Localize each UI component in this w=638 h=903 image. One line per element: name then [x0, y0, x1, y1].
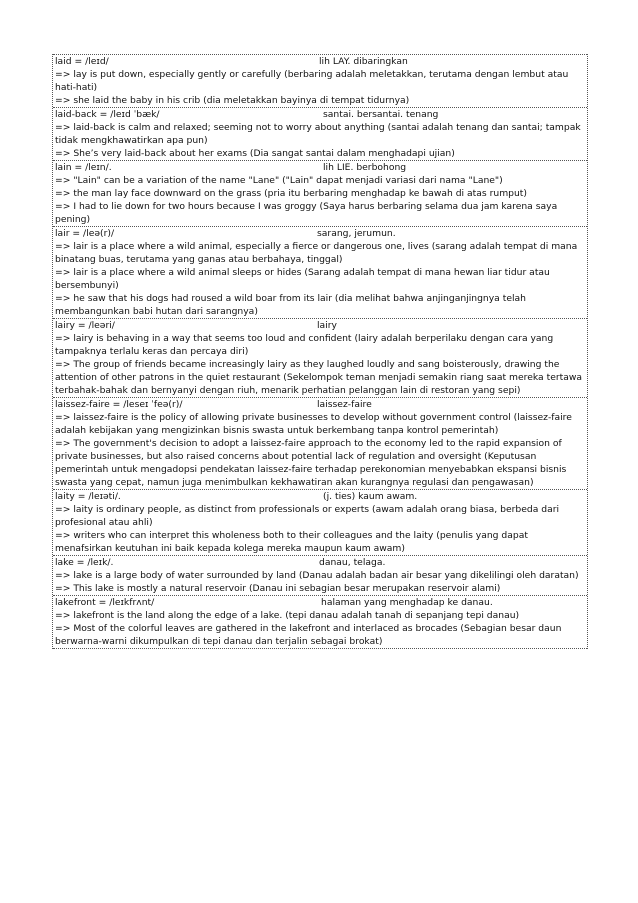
dictionary-entry — [53, 54, 587, 107]
entry-line: => laid-back is calm and relaxed; seeming not to worry about anything (santai adalah tenang dan santai; tampak tidak mengkhawatirkan apa pun) — [55, 122, 581, 146]
entry-gloss: halaman yang menghadap ke danau. — [321, 597, 493, 608]
entry-line: => lakefront is the land along the edge of a lake. (tepi danau adalah tanah di sepanjang tepi danau) — [55, 610, 520, 621]
entry-header — [55, 108, 585, 121]
entry-header — [55, 319, 585, 332]
dictionary-entry — [53, 595, 587, 649]
entry-line: => She’s very laid-back about her exams (Dia sangat santai dalam menghadapi ujian) — [55, 148, 455, 159]
dictionary-entry — [53, 318, 587, 397]
entry-line: => laissez-faire is the policy of allowing private businesses to develop without government control (laissez-faire adalah kebijakan yang mengizinkan bisnis swasta untuk berkembang tanpa kontrol pemerintah) — [55, 412, 572, 436]
dictionary-entry — [53, 160, 587, 226]
entry-header — [55, 227, 585, 240]
entry-term: lairy = /leəri/ — [55, 320, 115, 331]
entry-header — [55, 398, 585, 411]
entry-gloss: lih LIE. berbohong — [323, 162, 407, 173]
entry-term: laid = /leɪd/ — [55, 56, 109, 67]
entry-line: => lairy is behaving in a way that seems too loud and confident (lairy adalah berperilaku dengan cara yang tampaknya terlalu keras dan percaya diri) — [55, 333, 554, 357]
dictionary-entry — [53, 107, 587, 160]
entry-header — [55, 161, 585, 174]
entry-header — [55, 556, 585, 569]
entry-gloss: (j. ties) kaum awam. — [323, 491, 418, 502]
entry-line: => lake is a large body of water surrounded by land (Danau adalah badan air besar yang dikelilingi oleh daratan) — [55, 570, 579, 581]
entry-line: => laity is ordinary people, as distinct from professionals or experts (awam adalah orang biasa, berbeda dari profesional atau ahli) — [55, 504, 560, 528]
entry-line: => she laid the baby in his crib (dia meletakkan bayinya di tempat tidurnya) — [55, 95, 410, 106]
entry-gloss: sarang, jerumun. — [317, 228, 396, 239]
entry-gloss: santai. bersantai. tenang — [323, 109, 439, 120]
entry-term: lake = /leɪk/. — [55, 557, 114, 568]
entry-gloss: laissez-faire — [317, 399, 372, 410]
entry-line: => the man lay face downward on the grass (pria itu berbaring menghadap ke bawah di atas rumput) — [55, 188, 527, 199]
entry-term: laissez-faire = /leseɪ ˈfeə(r)/ — [55, 399, 183, 410]
entry-term: lain = /leɪn/. — [55, 162, 112, 173]
entry-line: => lair is a place where a wild animal, especially a fierce or dangerous one, lives (sarang adalah tempat di mana binatang buas, terutama yang ganas atau berbahaya, tinggal) — [55, 241, 578, 265]
entry-line: => lay is put down, especially gently or carefully (berbaring adalah meletakkan, terutama dengan lembut atau hati-hati) — [55, 69, 569, 93]
entry-line: => I had to lie down for two hours because I was groggy (Saya harus berbaring selama dua jam karena saya pening) — [55, 201, 558, 225]
entry-line: => writers who can interpret this wholeness both to their colleagues and the laity (penulis yang dapat menafsirkan keutuhan ini baik kepada kolega mereka maupun kaum awam) — [55, 530, 528, 554]
dictionary-entry — [53, 226, 587, 318]
entry-term: lair = /leə(r)/ — [55, 228, 115, 239]
entry-gloss: lih LAY. dibaringkan — [319, 56, 408, 67]
entry-line: => The government's decision to adopt a laissez-faire approach to the economy led to the rapid expansion of private businesses, but also raised concerns about potential lack of regulation and oversight (Keputusan pemerintah untuk mengadopsi pendekatan laissez-faire terhadap perekonomian menyebabkan ekspansi bisnis swasta yang cepat, namun juga menimbulkan kekhawatiran akan kurangnya regulasi dan pengawasan) — [55, 438, 567, 488]
dictionary-entry — [53, 555, 587, 595]
dictionary-entry — [53, 397, 587, 489]
entry-line: => he saw that his dogs had roused a wild boar from its lair (dia melihat bahwa anjinganjingnya telah membangunkan babi hutan dari sarangnya) — [55, 293, 526, 317]
entry-term: lakefront = /leɪkfrʌnt/ — [55, 597, 155, 608]
dictionary-page — [52, 54, 588, 649]
entry-line: => This lake is mostly a natural reservoir (Danau ini sebagian besar merupakan reservoir alami) — [55, 583, 501, 594]
entry-header — [55, 55, 585, 68]
entry-line: => "Lain" can be a variation of the name "Lane" ("Lain" dapat menjadi variasi dari nama "Lane") — [55, 175, 503, 186]
entry-line: => lair is a place where a wild animal sleeps or hides (Sarang adalah tempat di mana hewan liar tidur atau bersembunyi) — [55, 267, 550, 291]
entry-header — [55, 490, 585, 503]
entry-header — [55, 596, 585, 609]
entry-term: laity = /leɪəti/. — [55, 491, 121, 502]
entry-term: laid-back = /leɪd ˈbæk/ — [55, 109, 160, 120]
entry-gloss: danau, telaga. — [319, 557, 386, 568]
entry-gloss: lairy — [317, 320, 337, 331]
entry-line: => Most of the colorful leaves are gathered in the lakefront and interlaced as brocades (Sebagian besar daun berwarna-warni dikumpulkan di tepi danau dan terjalin sebagai brokat) — [55, 623, 562, 647]
entry-line: => The group of friends became increasingly lairy as they laughed loudly and sang boisterously, drawing the attention of other patrons in the quiet restaurant (Sekelompok teman menjadi semakin riang saat mereka tertawa terbahak-bahak dan bernyanyi dengan riuh, menarik perhatian pelanggan lain di restoran yang sepi) — [55, 359, 583, 396]
dictionary-entry — [53, 489, 587, 555]
